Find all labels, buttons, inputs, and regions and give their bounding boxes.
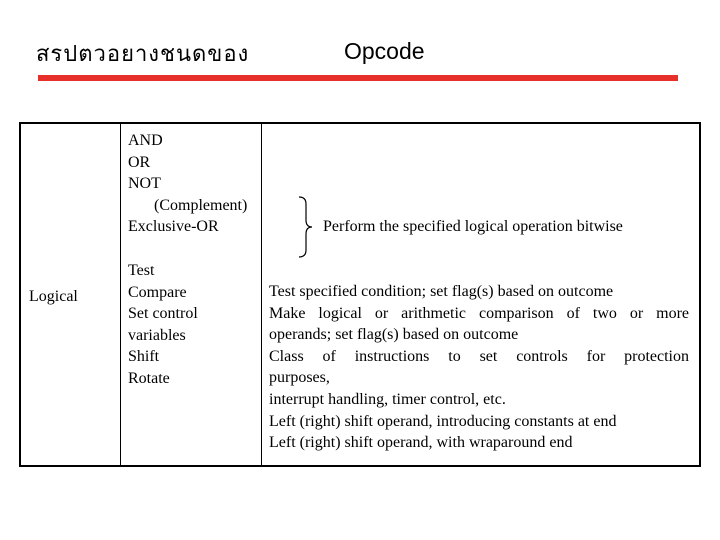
desc-list-control	[269, 281, 689, 454]
op-set-control-cont: variables	[128, 326, 186, 344]
column-divider-2	[261, 124, 262, 465]
title-underline-rule	[38, 75, 678, 81]
desc-line-4: Class of instructions to set controls for protection	[269, 347, 689, 365]
opcode-table	[19, 122, 701, 467]
column-divider-1	[120, 124, 121, 465]
desc-line-2: Make logical or arithmetic comparison of two or more	[269, 304, 689, 322]
ops-list-control	[128, 260, 198, 390]
desc-line-6: interrupt handling, timer control, etc.	[269, 390, 506, 408]
op-set-control: Set control	[128, 305, 198, 323]
op-and: AND	[128, 132, 163, 149]
op-shift: Shift	[128, 348, 160, 366]
op-or: OR	[128, 153, 151, 171]
slide-title-opcode: Opcode	[344, 38, 425, 64]
desc-line-8: Left (right) shift operand, with wraparound end	[269, 434, 573, 452]
op-test: Test	[128, 262, 155, 279]
desc-line-1: Test specified condition; set flag(s) based on outcome	[269, 283, 614, 300]
slide-title-thai: สรปตวอยางชนดของ	[36, 42, 250, 67]
op-not-note: (Complement)	[154, 196, 248, 214]
desc-line-3: operands; set flag(s) based on outcome	[269, 326, 519, 344]
op-xor: Exclusive-OR	[128, 218, 219, 236]
desc-line-5: purposes,	[269, 369, 330, 387]
op-compare: Compare	[128, 283, 187, 301]
ops-list-logical	[128, 130, 247, 238]
op-not: NOT	[128, 175, 161, 193]
category-cell: Logical	[29, 288, 78, 305]
desc-line-7: Left (right) shift operand, introducing constants at end	[269, 412, 617, 430]
right-brace-icon	[297, 196, 313, 258]
desc-logical: Perform the specified logical operation bitwise	[323, 218, 623, 235]
op-rotate: Rotate	[128, 369, 170, 387]
